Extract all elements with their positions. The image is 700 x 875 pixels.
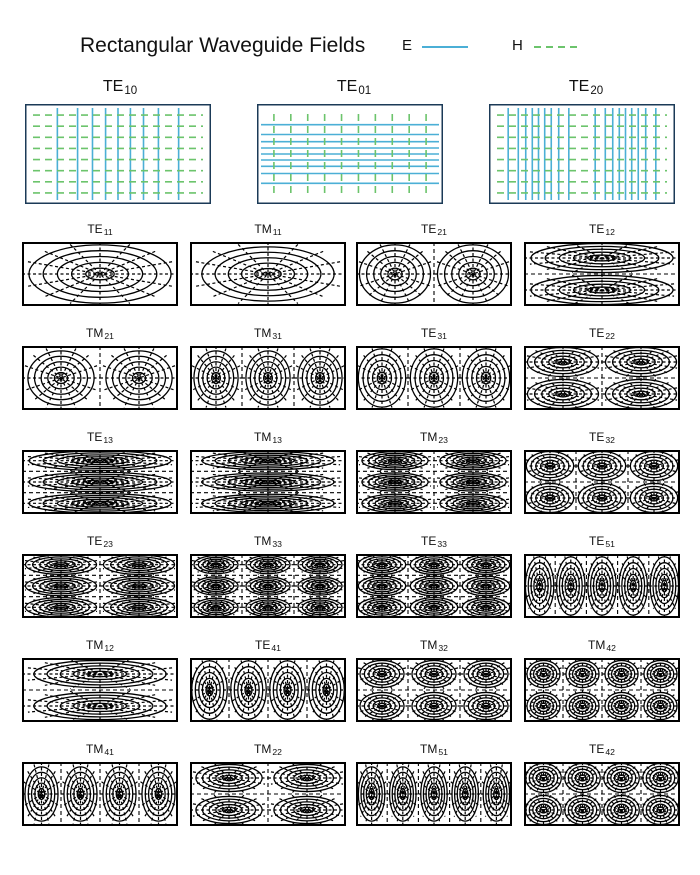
field-lines [524,762,680,826]
mode-label-tm11: $TM_{11}$ [254,222,282,238]
field-lines [22,346,178,410]
field-panel-tm41 [22,762,178,826]
field-panel-tm23 [356,450,512,514]
field-panel-te42 [524,762,680,826]
field-lines [356,762,512,826]
field-panel-tm21 [22,346,178,410]
field-lines [356,658,512,722]
field-lines [524,242,680,306]
field-lines [190,346,346,410]
field-lines [356,242,512,306]
mode-label-tm41: $TM_{41}$ [86,742,114,758]
legend-h-line [534,44,586,50]
mode-label-te20: $TE_{20}$ [568,78,604,98]
mode-label-te42: $TE_{42}$ [589,742,615,758]
field-lines [22,242,178,306]
mode-label-te31: $TE_{31}$ [421,326,447,342]
field-lines [190,658,346,722]
mode-label-tm31: $TM_{31}$ [254,326,282,342]
field-panel-tm13 [190,450,346,514]
mode-label-tm42: $TM_{42}$ [588,638,616,654]
field-lines [524,346,680,410]
field-panel-tm33 [190,554,346,618]
mode-label-tm21: $TM_{21}$ [86,326,114,342]
mode-label-te13: $TE_{13}$ [87,430,113,446]
field-lines [22,762,178,826]
field-panel-te32 [524,450,680,514]
field-panel-te12 [524,242,680,306]
mode-label-te11: $TE_{11}$ [87,222,113,238]
field-panel-tm11 [190,242,346,306]
mode-label-te33: $TE_{33}$ [421,534,447,550]
field-panel-te10 [25,104,211,204]
field-lines [356,346,512,410]
field-lines [524,450,680,514]
field-panel-tm51 [356,762,512,826]
field-lines [356,554,512,618]
mode-label-tm32: $TM_{32}$ [420,638,448,654]
mode-label-tm51: $TM_{51}$ [420,742,448,758]
mode-label-te32: $TE_{32}$ [589,430,615,446]
mode-label-te22: $TE_{22}$ [589,326,615,342]
field-panel-te11 [22,242,178,306]
mode-label-tm12: $TM_{12}$ [86,638,114,654]
legend-e-line [422,44,472,50]
field-lines [33,108,203,200]
field-lines [22,658,178,722]
field-lines [190,554,346,618]
field-panel-tm42 [524,658,680,722]
mode-label-tm22: $TM_{22}$ [254,742,282,758]
field-panel-te13 [22,450,178,514]
field-panel-tm31 [190,346,346,410]
mode-label-tm13: $TM_{13}$ [254,430,282,446]
field-panel-te41 [190,658,346,722]
field-lines [356,450,512,514]
panel-border [490,105,675,204]
field-panel-te01 [257,104,443,204]
legend-e-label: E [402,37,413,54]
mode-label-te51: $TE_{51}$ [589,534,615,550]
legend-h-label: H [512,37,523,54]
field-lines [22,450,178,514]
mode-label-tm33: $TM_{33}$ [254,534,282,550]
mode-label-te21: $TE_{21}$ [421,222,447,238]
field-panel-tm12 [22,658,178,722]
field-panel-te31 [356,346,512,410]
field-lines [261,114,439,194]
field-lines [190,242,346,306]
field-lines [190,450,346,514]
mode-label-te01: $TE_{01}$ [336,78,372,98]
mode-label-te41: $TE_{41}$ [255,638,281,654]
field-panel-tm22 [190,762,346,826]
field-panel-te20 [489,104,675,204]
field-panel-tm32 [356,658,512,722]
field-panel-te21 [356,242,512,306]
field-panel-te23 [22,554,178,618]
field-panel-te22 [524,346,680,410]
field-lines [190,762,346,826]
field-panel-te51 [524,554,680,618]
field-panel-te33 [356,554,512,618]
field-lines [497,108,667,200]
field-lines [524,658,680,722]
mode-label-te12: $TE_{12}$ [589,222,615,238]
field-lines [22,554,178,618]
mode-label-tm23: $TM_{23}$ [420,430,448,446]
mode-label-te23: $TE_{23}$ [87,534,113,550]
page-title: Rectangular Waveguide Fields [80,34,366,57]
mode-label-te10: $TE_{10}$ [102,78,138,98]
field-lines [524,554,680,618]
